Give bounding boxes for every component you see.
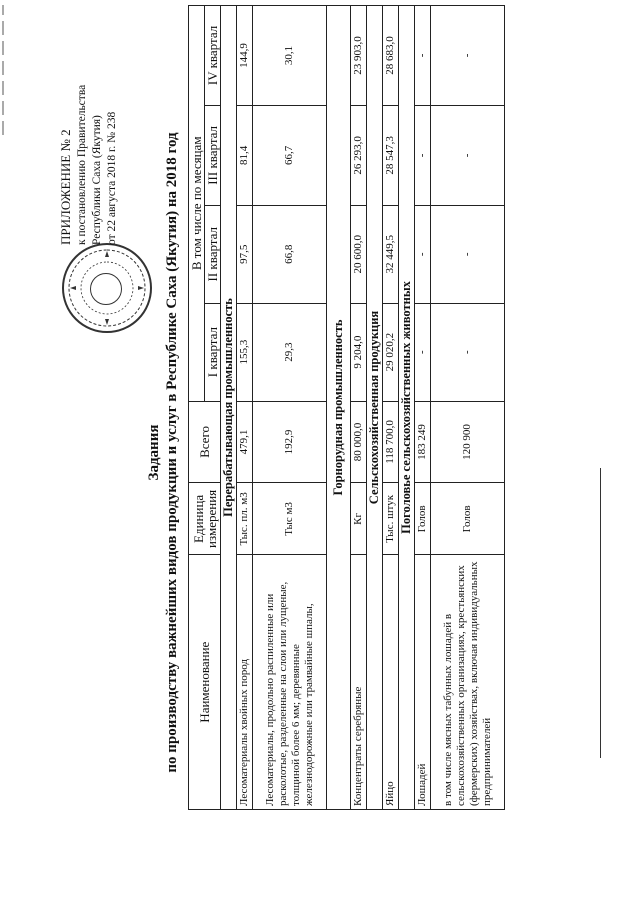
cell-q3: - [415, 105, 431, 205]
table-row [431, 6, 505, 810]
cell-q2: 20 600,0 [351, 205, 367, 303]
header-q1: I квартал [205, 303, 221, 401]
cell-q3: 28 547,3 [383, 105, 399, 205]
appendix-line: Республики Саха (Якутия) [91, 115, 103, 245]
cell-name: Лесоматериалы, продольно распиленные или расколотые, разделенные на слои или лущеные, толщиной более 6 мм; деревянные железнодорожные или трамвайные шпалы, [253, 555, 327, 810]
footer-divider [600, 468, 601, 758]
cell-name: в том числе мясных табунных лошадей в сельскохозяйственных организациях, крестьянских (фермерских) хозяйствах, включая индивидуальных предпринимателей [431, 555, 505, 810]
cell-q2: 32 449,5 [383, 205, 399, 303]
table-row [415, 6, 431, 810]
document-subtitle: по производству важнейших видов продукции и услуг в Республике Саха (Якутия) на 2018 год [164, 132, 180, 773]
cell-q2: 66,8 [253, 205, 327, 303]
appendix-line: от 22 августа 2018 г. № 238 [106, 111, 118, 245]
cell-unit: Голов [431, 483, 505, 555]
cell-q1: - [415, 303, 431, 401]
header-unit: Единица измерения [189, 483, 221, 555]
seal-center [90, 273, 122, 305]
cell-q4: 30,1 [253, 6, 327, 106]
cell-name: Лесоматериалы хвойных пород [237, 555, 253, 810]
table-row [237, 6, 253, 810]
cell-total: 118 700,0 [383, 401, 399, 483]
header-by-month: В том числе по месяцам [189, 6, 205, 402]
cell-unit: Тыс. штук [383, 483, 399, 555]
header-q4: IV квартал [205, 6, 221, 106]
production-table [188, 5, 505, 810]
cell-q2: - [431, 205, 505, 303]
cell-unit: Тыс м3 [253, 483, 327, 555]
appendix-block [58, 5, 120, 245]
cell-total: 479,1 [237, 401, 253, 483]
cell-q2: - [415, 205, 431, 303]
table-row [253, 6, 327, 810]
header-q2: II квартал [205, 205, 221, 303]
header-q3: III квартал [205, 105, 221, 205]
cell-total: 183 249 [415, 401, 431, 483]
cell-q4: - [415, 6, 431, 106]
official-seal [62, 243, 152, 333]
cell-unit: Кг [351, 483, 367, 555]
cell-q4: 23 903,0 [351, 6, 367, 106]
scan-artifact-line [2, 5, 4, 135]
header-name: Наименование [189, 555, 221, 810]
document-title: Задания [146, 424, 162, 481]
cell-total: 192,9 [253, 401, 327, 483]
cell-q1: 29,3 [253, 303, 327, 401]
cell-unit: Голов [415, 483, 431, 555]
cell-q4: 28 683,0 [383, 6, 399, 106]
cell-q4: - [431, 6, 505, 106]
cell-q4: 144,9 [237, 6, 253, 106]
section-livestock: Поголовье сельскохозяйственных животных [399, 6, 415, 810]
section-agri: Сельскохозяйственная продукция [367, 6, 383, 810]
appendix-number: ПРИЛОЖЕНИЕ № 2 [58, 129, 73, 245]
cell-q1: 9 204,0 [351, 303, 367, 401]
table-row [351, 6, 367, 810]
cell-total: 80 000,0 [351, 401, 367, 483]
cell-q3: 81,4 [237, 105, 253, 205]
cell-q3: - [431, 105, 505, 205]
cell-q2: 97,5 [237, 205, 253, 303]
cell-name: Лошадей [415, 555, 431, 810]
cell-name: Яйцо [383, 555, 399, 810]
appendix-line: к постановлению Правительства [76, 84, 88, 245]
cell-q1: 155,3 [237, 303, 253, 401]
cell-q3: 26 293,0 [351, 105, 367, 205]
cell-unit: Тыс. пл. м3 [237, 483, 253, 555]
cell-q1: 29 020,2 [383, 303, 399, 401]
header-total: Всего [189, 401, 221, 483]
section-mining: Горнорудная промышленность [327, 6, 351, 810]
table-row [383, 6, 399, 810]
cell-total: 120 900 [431, 401, 505, 483]
cell-q1: - [431, 303, 505, 401]
cell-q3: 66,7 [253, 105, 327, 205]
cell-name: Концентраты серебряные [351, 555, 367, 810]
section-processing: Перерабатывающая промышленность [221, 6, 237, 810]
